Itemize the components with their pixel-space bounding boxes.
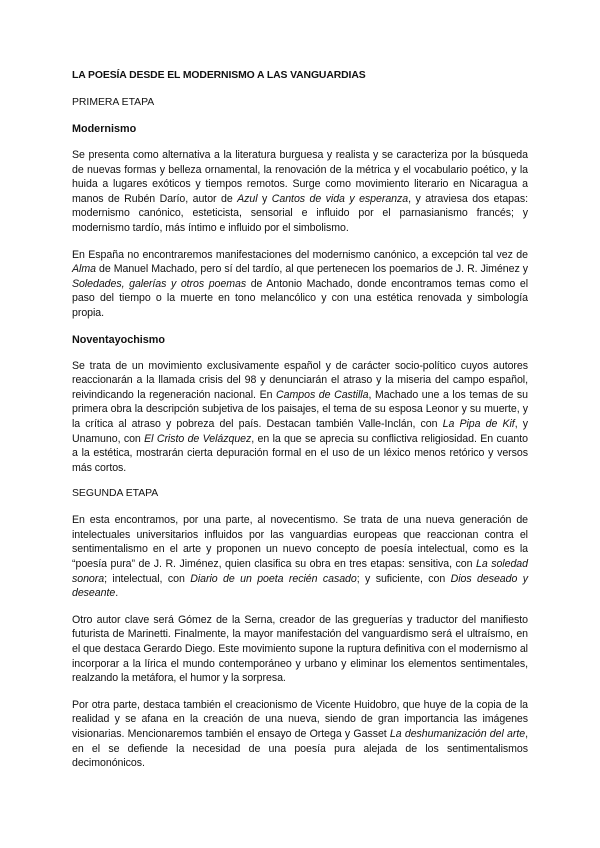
- paragraph-text: , en la que se aprecia su conflictiva religiosidad. En cuanto a la estética, mostrarán cierta depuración formal en el uso de un léxico menos retórico y versos más cortos.: [72, 432, 528, 474]
- paragraph-text: de Antonio Machado, donde encontramos temas como el paso del tiempo o la muerte en tono melancólico y con una estética renovada y simbología propia.: [72, 277, 528, 319]
- paragraph: [72, 698, 528, 771]
- paragraph: [72, 248, 528, 321]
- paragraph-text: ; intelectual, con: [104, 572, 191, 585]
- paragraph-text: En España no encontraremos manifestaciones del modernismo canónico, a excepción tal vez de: [72, 248, 528, 261]
- paragraph-text: .: [115, 587, 119, 600]
- section-heading-noventayochismo: Noventayochismo: [72, 333, 165, 346]
- italic-title-text: Alma: [72, 263, 96, 276]
- paragraph-text: Por otra parte, destaca también el creacionismo de Vicente Huidobro, que huye de la copia de la realidad y se afana en la creación de una nueva, siendo de gran importancia las imágenes visionarias. Mencionaremos también el ensayo de Ortega y Gasset: [72, 698, 528, 740]
- paragraph-text: , y atraviesa dos etapas: modernismo canónico, esteticista, sensorial e influido por el parnasianismo francés; y modernismo tardío, más íntimo e influido por el simbolismo.: [72, 192, 528, 234]
- paragraph: [72, 613, 528, 686]
- stage-heading-second: SEGUNDA ETAPA: [72, 488, 159, 500]
- paragraph-text: , en el se defiende la necesidad de una poesía pura alejada de los sentimentalismos decimonónicos.: [72, 728, 528, 770]
- paragraph-text: Se presenta como alternativa a la literatura burguesa y realista y se caracteriza por la búsqueda de nuevas formas y belleza ornamental, la renovación de la métrica y el vocabulario poético, y la huida a lugares exóticos y tiempos remotos. Surge como movimiento literario en Nicaragua a manos de Rubén Darío, autor de: [72, 149, 528, 205]
- italic-title-text: Dios deseado y deseante: [72, 572, 528, 600]
- paragraph-text: , y Unamuno, con: [72, 417, 528, 445]
- italic-title-text: Cantos de vida y esperanza: [271, 192, 409, 205]
- italic-title-text: La deshumanización del arte: [389, 728, 526, 740]
- paragraph-text: de Manuel Machado, pero sí del tardío, al que pertenecen los poemarios de J. R. Jiménez y: [95, 263, 528, 276]
- paragraph-text: Se trata de un movimiento exclusivamente español y de carácter socio-político cuyos autores reaccionarán a la llamada crisis del 98 y denunciarán el atraso y la miseria del campo español, reivindicando la regeneración nacional. En: [72, 359, 528, 401]
- paragraph-text: y: [257, 192, 272, 205]
- stage-heading-first: PRIMERA ETAPA: [72, 97, 155, 108]
- paragraph-text: Otro autor clave será Gómez de la Serna, creador de las greguerías y traductor del manifiesto futurista de Marinetti. Finalmente, la mayor manifestación del vanguardismo será el ultraísmo, en el que destaca Gerardo Diego. Este movimiento supone la ruptura definitiva con el modernismo al incorporar a la lírica el mundo contemporáneo y urbano y eliminar los elementos sentimentales, realzando la metáfora, el humor y la sorpresa.: [72, 613, 528, 685]
- paragraph: [72, 148, 528, 236]
- paragraph-text: En esta encontramos, por una parte, al novecentismo. Se trata de una nueva generación de intelectuales universitarios influidos por las vanguardias europeas que reaccionan contra el sentimentalismo en el arte y proponen un nuevo concepto de poesía intelectual, como es la “poesía pura” de J. R. Jiménez, quien clasifica su obra en tres etapas: sensitiva, con: [72, 514, 528, 571]
- italic-title-text: El Cristo de Velázquez: [144, 432, 252, 445]
- italic-title-text: Azul: [237, 192, 258, 205]
- paragraph: [72, 359, 528, 476]
- italic-title-text: La Pipa de Kif: [442, 417, 515, 430]
- italic-title-text: La soledad sonora: [72, 558, 528, 585]
- paragraph: [72, 513, 528, 601]
- section-heading-modernismo: Modernismo: [72, 123, 137, 135]
- document-title: LA POESÍA DESDE EL MODERNISMO A LAS VANGUARDIAS: [72, 70, 366, 81]
- italic-title-text: Campos de Castilla: [276, 388, 369, 401]
- paragraph-text: ; y suficiente, con: [356, 572, 451, 585]
- italic-title-text: Soledades, galerías y otros poemas: [72, 277, 247, 290]
- paragraph-text: , Machado une a los temas de su primera obra la descripción subjetiva de los paisajes, el tema de su esposa Leonor y su muerte, y la crítica al atraso y pobreza del país. Destacan también Valle-Inclán, con: [72, 388, 528, 430]
- italic-title-text: Diario de un poeta recién casado: [190, 572, 357, 585]
